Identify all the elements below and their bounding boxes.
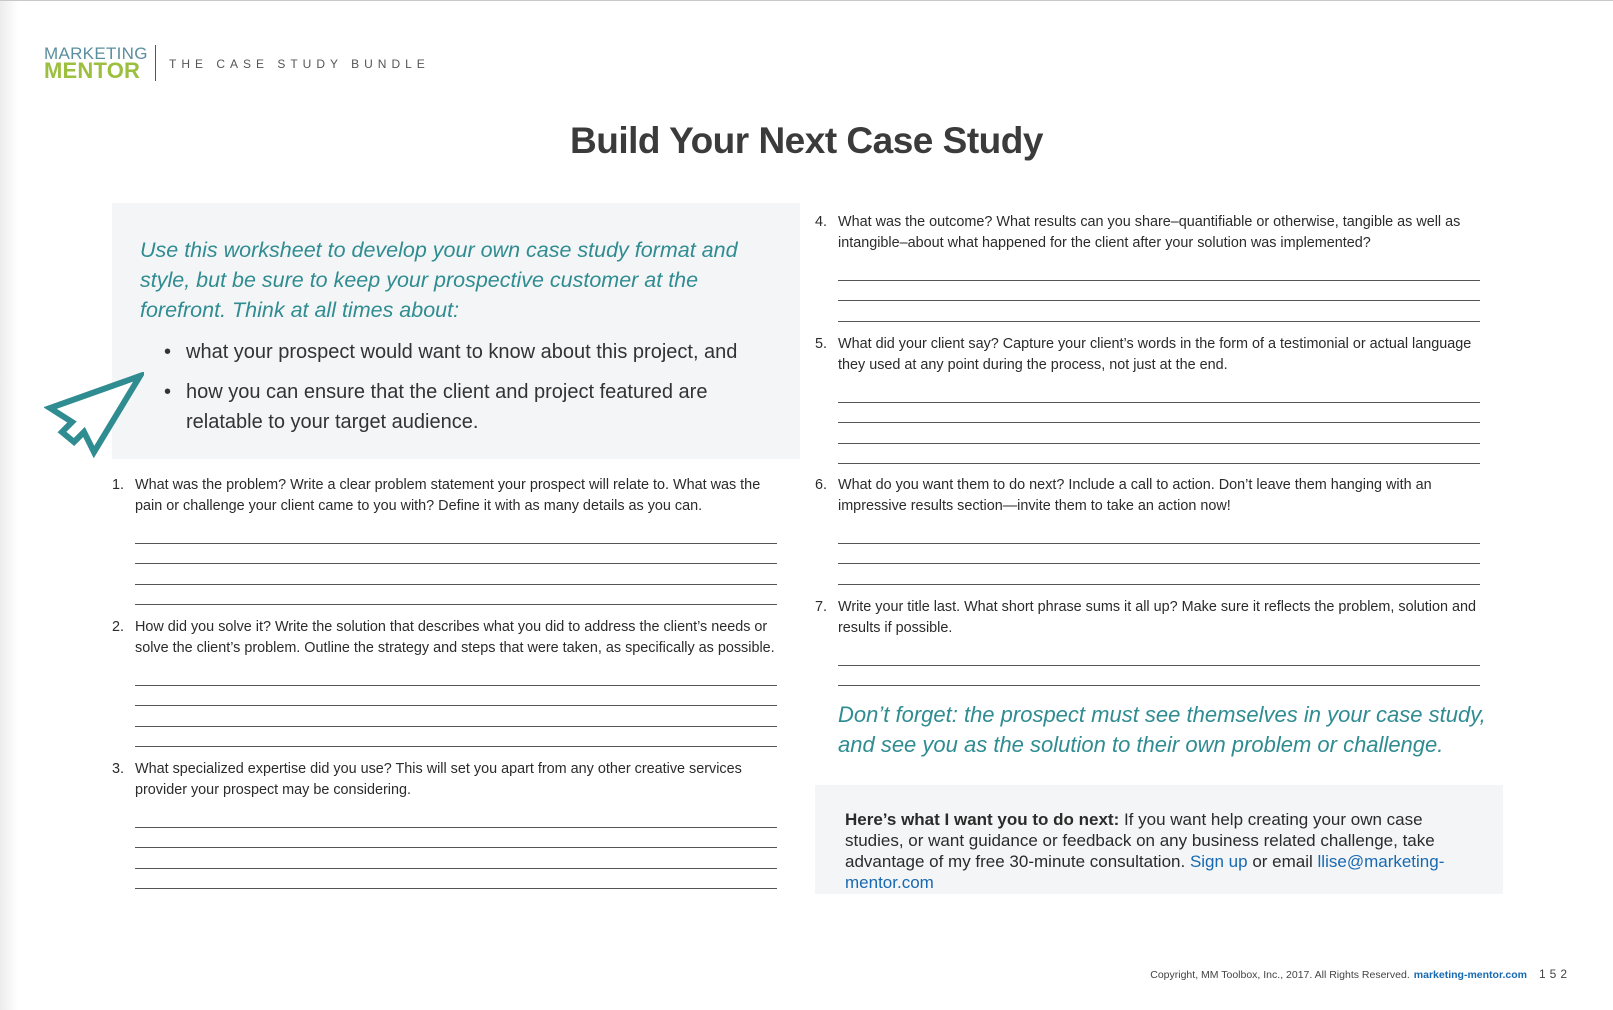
answer-line[interactable] xyxy=(838,444,1480,465)
question-number: 4. xyxy=(815,214,828,230)
answer-line[interactable] xyxy=(838,645,1480,666)
answer-lines[interactable] xyxy=(838,645,1480,686)
answer-line[interactable] xyxy=(135,869,777,890)
answer-line[interactable] xyxy=(838,281,1480,302)
answer-lines[interactable] xyxy=(135,523,777,605)
question-4 xyxy=(815,212,1480,322)
answer-lines[interactable] xyxy=(838,523,1480,585)
question-text: How did you solve it? Write the solution that describes what you did to address the client’s needs or solve the client’s problem. Outline the strategy and steps that were taken, as specifically as possible. xyxy=(135,619,775,656)
question-text: Write your title last. What short phrase sums it all up? Make sure it reflects the problem, solution and results if possible. xyxy=(838,599,1476,636)
answer-line[interactable] xyxy=(135,807,777,828)
answer-line[interactable] xyxy=(135,727,777,748)
question-prompt xyxy=(815,212,1480,253)
answer-line[interactable] xyxy=(135,585,777,606)
page-footer xyxy=(1150,967,1571,981)
question-6 xyxy=(815,475,1480,585)
reminder-callout: Don’t forget: the prospect must see themselves in your case study, and see you as the solution to their own problem or challenge. xyxy=(838,702,1486,757)
question-text: What specialized expertise did you use? This will set you apart from any other creative services provider your prospect may be considering. xyxy=(135,761,742,798)
signup-link[interactable]: Sign up xyxy=(1189,852,1248,871)
copyright-text: Copyright, MM Toolbox, Inc., 2017. All Rights Reserved. xyxy=(1150,969,1410,981)
question-text: What was the problem? Write a clear problem statement your prospect will relate to. What was the pain or challenge your client came to you with? Define it with as many details as you can. xyxy=(135,477,761,514)
brand-divider xyxy=(155,45,156,81)
question-2 xyxy=(112,617,777,747)
question-5 xyxy=(815,334,1480,464)
intro-bullet xyxy=(164,337,774,367)
answer-line[interactable] xyxy=(135,686,777,707)
question-7 xyxy=(815,597,1480,686)
question-prompt xyxy=(815,334,1480,375)
question-number: 1. xyxy=(112,477,125,493)
answer-line[interactable] xyxy=(135,828,777,849)
answer-line[interactable] xyxy=(135,523,777,544)
question-number: 2. xyxy=(112,619,125,635)
brand-logo xyxy=(44,44,148,83)
cta-text xyxy=(845,809,1485,893)
bundle-label: THE CASE STUDY BUNDLE xyxy=(169,57,430,71)
answer-line[interactable] xyxy=(838,666,1480,687)
top-rule xyxy=(0,0,1613,1)
answer-lines[interactable] xyxy=(135,665,777,747)
answer-line[interactable] xyxy=(838,260,1480,281)
question-1 xyxy=(112,475,777,605)
brand-line-mentor: MENTOR xyxy=(44,58,141,83)
question-prompt xyxy=(112,759,777,800)
intro-panel xyxy=(112,203,800,459)
website-link[interactable]: marketing-mentor.com xyxy=(1413,969,1527,981)
answer-line[interactable] xyxy=(838,301,1480,322)
intro-bullet xyxy=(164,377,774,437)
question-prompt xyxy=(815,475,1480,516)
question-prompt xyxy=(112,475,777,516)
question-number: 5. xyxy=(815,336,828,352)
question-text: What do you want them to do next? Include a call to action. Don’t leave them hanging with an impressive results section—invite them to take an action now! xyxy=(838,477,1432,514)
brand-line-marketing: MARKETING xyxy=(44,44,148,63)
question-text: What was the outcome? What results can you share–quantifiable or otherwise, tangible as well as intangible–about what happened for the client after your solution was implemented? xyxy=(838,214,1461,251)
bullet-dot-icon: • xyxy=(164,381,172,403)
page-number: 152 xyxy=(1538,967,1571,981)
answer-line[interactable] xyxy=(838,544,1480,565)
answer-line[interactable] xyxy=(135,564,777,585)
question-prompt xyxy=(112,617,777,658)
cta-middle: or email xyxy=(1247,852,1318,871)
cta-panel xyxy=(815,785,1503,894)
cta-lead: Here’s what I want you to do next: xyxy=(845,810,1120,829)
intro-bullet-text: how you can ensure that the client and project featured are relatable to your target audience. xyxy=(186,381,708,433)
question-prompt xyxy=(815,597,1480,638)
email-link[interactable]: llise@marketing-mentor.com xyxy=(845,852,1445,892)
question-text: What did your client say? Capture your client’s words in the form of a testimonial or actual language they used at any point during the process, not just at the end. xyxy=(838,336,1472,373)
intro-bullet-list xyxy=(164,337,774,447)
bullet-dot-icon: • xyxy=(164,341,172,363)
answer-lines[interactable] xyxy=(838,382,1480,464)
intro-text: Use this worksheet to develop your own case study format and style, but be sure to keep your prospective customer at the forefront. Think at all times about: xyxy=(140,238,738,322)
cursor-arrow-icon xyxy=(44,372,144,464)
answer-line[interactable] xyxy=(838,564,1480,585)
intro-bullet-text: what your prospect would want to know about this project, and xyxy=(186,341,738,363)
question-number: 7. xyxy=(815,599,828,615)
answer-lines[interactable] xyxy=(838,260,1480,322)
answer-line[interactable] xyxy=(838,523,1480,544)
question-3 xyxy=(112,759,777,889)
question-number: 3. xyxy=(112,761,125,777)
answer-line[interactable] xyxy=(838,382,1480,403)
answer-line[interactable] xyxy=(838,403,1480,424)
answer-lines[interactable] xyxy=(135,807,777,889)
answer-line[interactable] xyxy=(135,665,777,686)
question-number: 6. xyxy=(815,477,828,493)
cta-body: If you want help creating your own case studies, or want guidance or feedback on any business related challenge, take advantage of my free 30-minute consultation. xyxy=(845,810,1435,871)
answer-line[interactable] xyxy=(838,423,1480,444)
answer-line[interactable] xyxy=(135,544,777,565)
answer-line[interactable] xyxy=(135,706,777,727)
page-title: Build Your Next Case Study xyxy=(570,120,1043,161)
answer-line[interactable] xyxy=(135,848,777,869)
